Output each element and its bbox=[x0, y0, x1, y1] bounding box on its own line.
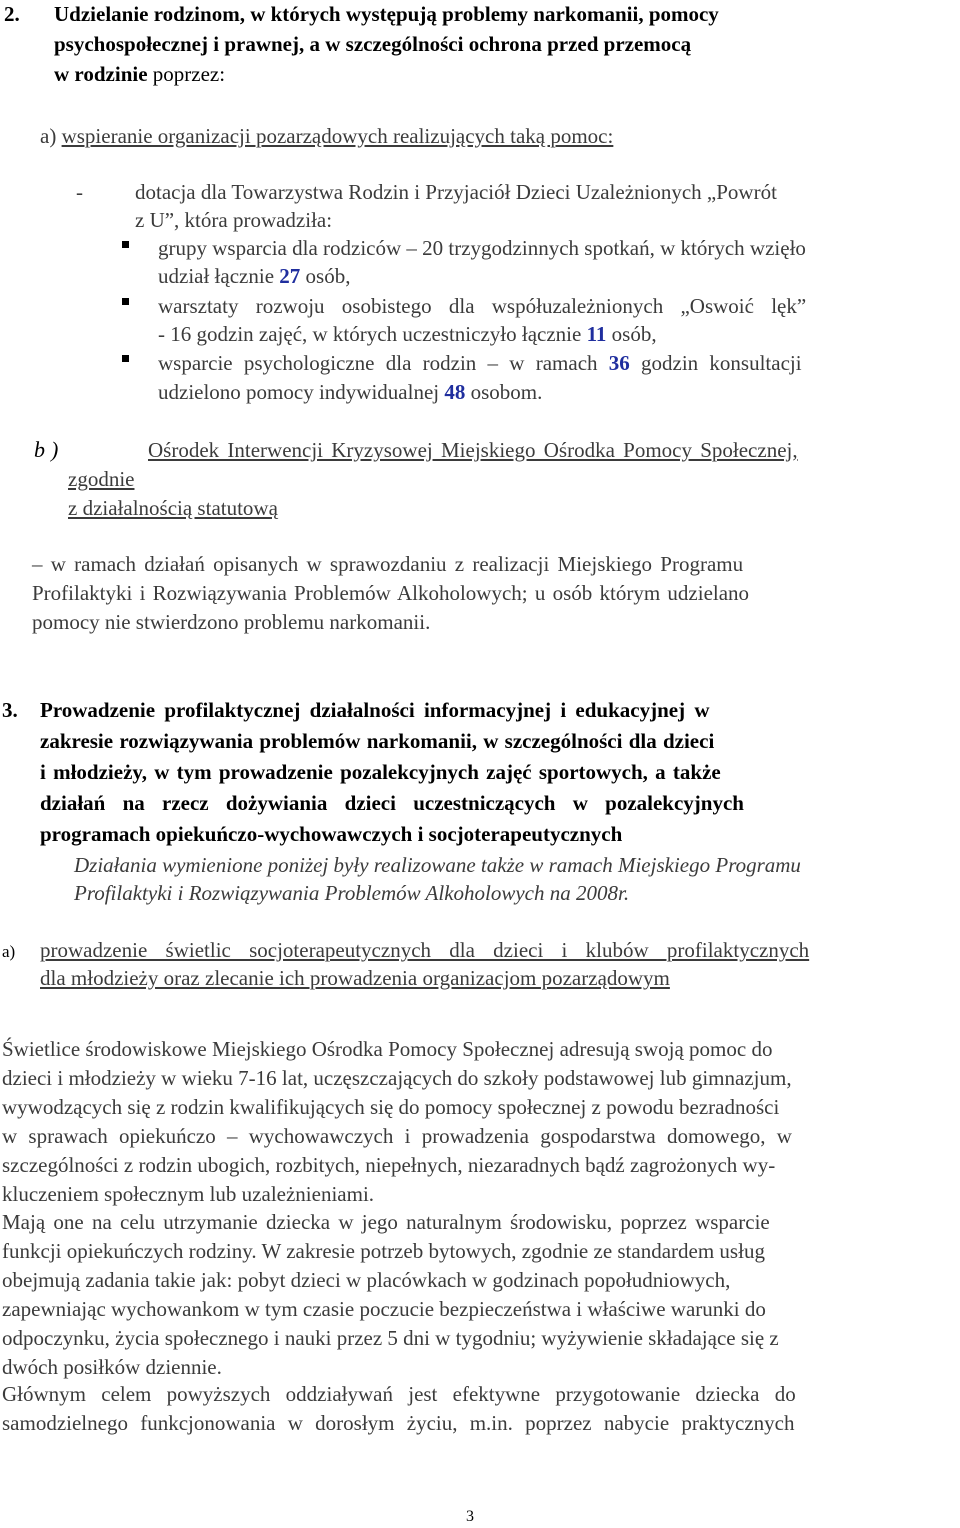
justified bbox=[158, 292, 942, 320]
section-3-sub-a-line-2: dla młodzieży oraz zlecanie ich prowadzenia organizacjom pozarządowym bbox=[40, 966, 670, 990]
section-3-heading-line-2: zakresie rozwiązywania problemów narkomanii, w szczególności dla dzieci bbox=[40, 729, 715, 753]
bullet-3-line-2 bbox=[158, 378, 542, 406]
b-heading-line-3: z działalnością statutową bbox=[68, 496, 278, 520]
section-3-number: 3. bbox=[2, 698, 18, 722]
bullet-2-line-2 bbox=[158, 320, 657, 348]
section-3-heading-line-5: programach opiekuńczo-wychowawczych i socjoterapeutycznych bbox=[40, 822, 623, 846]
paragraph-1-line-6: kluczeniem społecznym lub uzależnieniami. bbox=[2, 1182, 375, 1206]
section-3-heading-line-3: i młodzieży, w tym prowadzenie pozalekcyjnych zajęć sportowych, a także bbox=[40, 760, 721, 784]
section-2-sub-a bbox=[40, 122, 613, 150]
paragraph-3-line-2: samodzielnego funkcjonowania w dorosłym życiu, m.in. poprzez nabycie praktycznych bbox=[2, 1411, 795, 1435]
section-2-heading-line-2: psychospołecznej i prawnej, a w szczególności ochrona przed przemocą bbox=[54, 32, 692, 56]
paragraph-2-line-5: odpoczynku, życia społecznego i nauki przez 5 dni w tygodniu; wyżywienie składające się z bbox=[2, 1326, 779, 1350]
bullet-3-line-1 bbox=[158, 349, 802, 377]
section-3-note-line-2: Profilaktyki i Rozwiązywania Problemów Alkoholowych na 2008r. bbox=[74, 881, 630, 905]
heading-text: Udzielanie rodzinom, w których występują problemy narkomanii, pomocy bbox=[54, 2, 719, 26]
paragraph-1-line-2: dzieci i młodzieży w wieku 7-16 lat, uczęszczających do szkoły podstawowej lub gimnazjum, bbox=[2, 1066, 792, 1090]
bullet-2-line-1 bbox=[158, 292, 942, 320]
text: warsztaty rozwoju osobistego dla współuzależnionych „Oswoić lęk” bbox=[158, 294, 807, 318]
number-value: 36 bbox=[608, 351, 630, 375]
section-2-heading-line-1-text bbox=[54, 0, 942, 28]
text: godzin konsultacji bbox=[629, 351, 802, 375]
b-paragraph-line-1 bbox=[32, 550, 942, 578]
number-value: 27 bbox=[279, 264, 301, 288]
paragraph-1-line-3: wywodzących się z rodzin kwalifikujących się do pomocy społecznej z powodu bezradności bbox=[2, 1095, 780, 1119]
text: udzielono pomocy indywidualnej bbox=[158, 380, 445, 404]
page-number: 3 bbox=[466, 1508, 474, 1525]
paragraph-1-line-1: Świetlice środowiskowe Miejskiego Ośrodka Pomocy Społecznej adresują swoją pomoc do bbox=[2, 1037, 773, 1061]
paragraph-2-line-6: dwóch posiłków dziennie. bbox=[2, 1355, 222, 1379]
b-paragraph-line-3: pomocy nie stwierdzono problemu narkomanii. bbox=[32, 610, 431, 634]
text: osób, bbox=[300, 264, 351, 288]
section-2-number: 2. bbox=[4, 2, 20, 26]
sub-a-text: wspieranie organizacji pozarządowych realizujących taką pomoc: bbox=[61, 124, 614, 148]
paragraph-2-line-3: obejmują zadania takie jak: pobyt dzieci w placówkach w godzinach popołudniowych, bbox=[2, 1268, 731, 1292]
section-3-note-line-1: Działania wymienione poniżej były realizowane także w ramach Miejskiego Programu bbox=[74, 853, 801, 877]
paragraph-2-line-2: funkcji opiekuńczych rodziny. W zakresie potrzeb bytowych, zgodnie ze standardem usług bbox=[2, 1239, 765, 1263]
sub-a-label: a) bbox=[40, 124, 62, 148]
text: – w ramach działań opisanych w sprawozdaniu z realizacji Miejskiego Programu bbox=[32, 552, 744, 576]
paragraph-3-line-1: Głównym celem powyższych oddziaływań jest efektywne przygotowanie dziecka do bbox=[2, 1382, 796, 1406]
section-2-heading-line-3 bbox=[54, 60, 225, 88]
bullet-1-line-1: grupy wsparcia dla rodziców – 20 trzygodzinnych spotkań, w których wzięło bbox=[158, 236, 806, 260]
b-list-symbol: b) bbox=[34, 437, 65, 462]
heading-tail: poprzez: bbox=[147, 62, 226, 86]
bullet-1-line-2 bbox=[158, 262, 350, 290]
section-3-sub-a-line-1: prowadzenie świetlic socjoterapeutycznych dla dzieci i klubów profilaktycznych bbox=[40, 938, 810, 962]
section-3-sub-a-label: a) bbox=[2, 942, 16, 961]
bullet-marker bbox=[122, 298, 129, 305]
paragraph-1-line-4: w sprawach opiekuńczo – wychowawczych i prowadzenia gospodarstwa domowego, w bbox=[2, 1124, 792, 1148]
b-heading-line-1: Ośrodek Interwencji Kryzysowej Miejskiego Ośrodka Pomocy Społecznej, bbox=[148, 438, 798, 462]
number-value: 48 bbox=[444, 380, 466, 404]
section-2-heading-line-1 bbox=[54, 0, 942, 28]
text: osób, bbox=[606, 322, 657, 346]
bullet-marker bbox=[122, 355, 129, 362]
text: udział łącznie bbox=[158, 264, 280, 288]
section-3-heading-line-1: Prowadzenie profilaktycznej działalności informacyjnej i edukacyjnej w bbox=[40, 698, 710, 722]
justified bbox=[32, 550, 942, 578]
dotacja-dash: - bbox=[76, 180, 83, 204]
section-3-heading-line-4: działań na rzecz dożywiania dzieci uczestniczących w pozalekcyjnych bbox=[40, 791, 744, 815]
heading-bold-part: w rodzinie bbox=[54, 62, 148, 86]
b-heading-line-2: zgodnie bbox=[68, 467, 135, 491]
dotacja-line-2: z U”, która prowadziła: bbox=[135, 208, 333, 232]
dotacja-line-1: dotacja dla Towarzystwa Rodzin i Przyjaciół Dzieci Uzależnionych „Powrót bbox=[135, 180, 777, 204]
text: wsparcie psychologiczne dla rodzin – w ramach bbox=[158, 351, 609, 375]
paragraph-1-line-5: szczególności z rodzin ubogich, rozbitych, niepełnych, niezaradnych bądź zagrożonych wy- bbox=[2, 1153, 776, 1177]
paragraph-2-line-4: zapewniając wychowankom w tym czasie poczucie bezpieczeństwa i właściwe warunki do bbox=[2, 1297, 766, 1321]
bullet-marker bbox=[122, 241, 129, 248]
b-paragraph-line-2: Profilaktyki i Rozwiązywania Problemów Alkoholowych; u osób którym udzielano bbox=[32, 581, 750, 605]
text: - 16 godzin zajęć, w których uczestniczyło łącznie bbox=[158, 322, 587, 346]
paragraph-2-line-1: Mają one na celu utrzymanie dziecka w jego naturalnym środowisku, poprzez wsparcie bbox=[2, 1210, 770, 1234]
text: osobom. bbox=[465, 380, 543, 404]
number-value: 11 bbox=[586, 322, 607, 346]
